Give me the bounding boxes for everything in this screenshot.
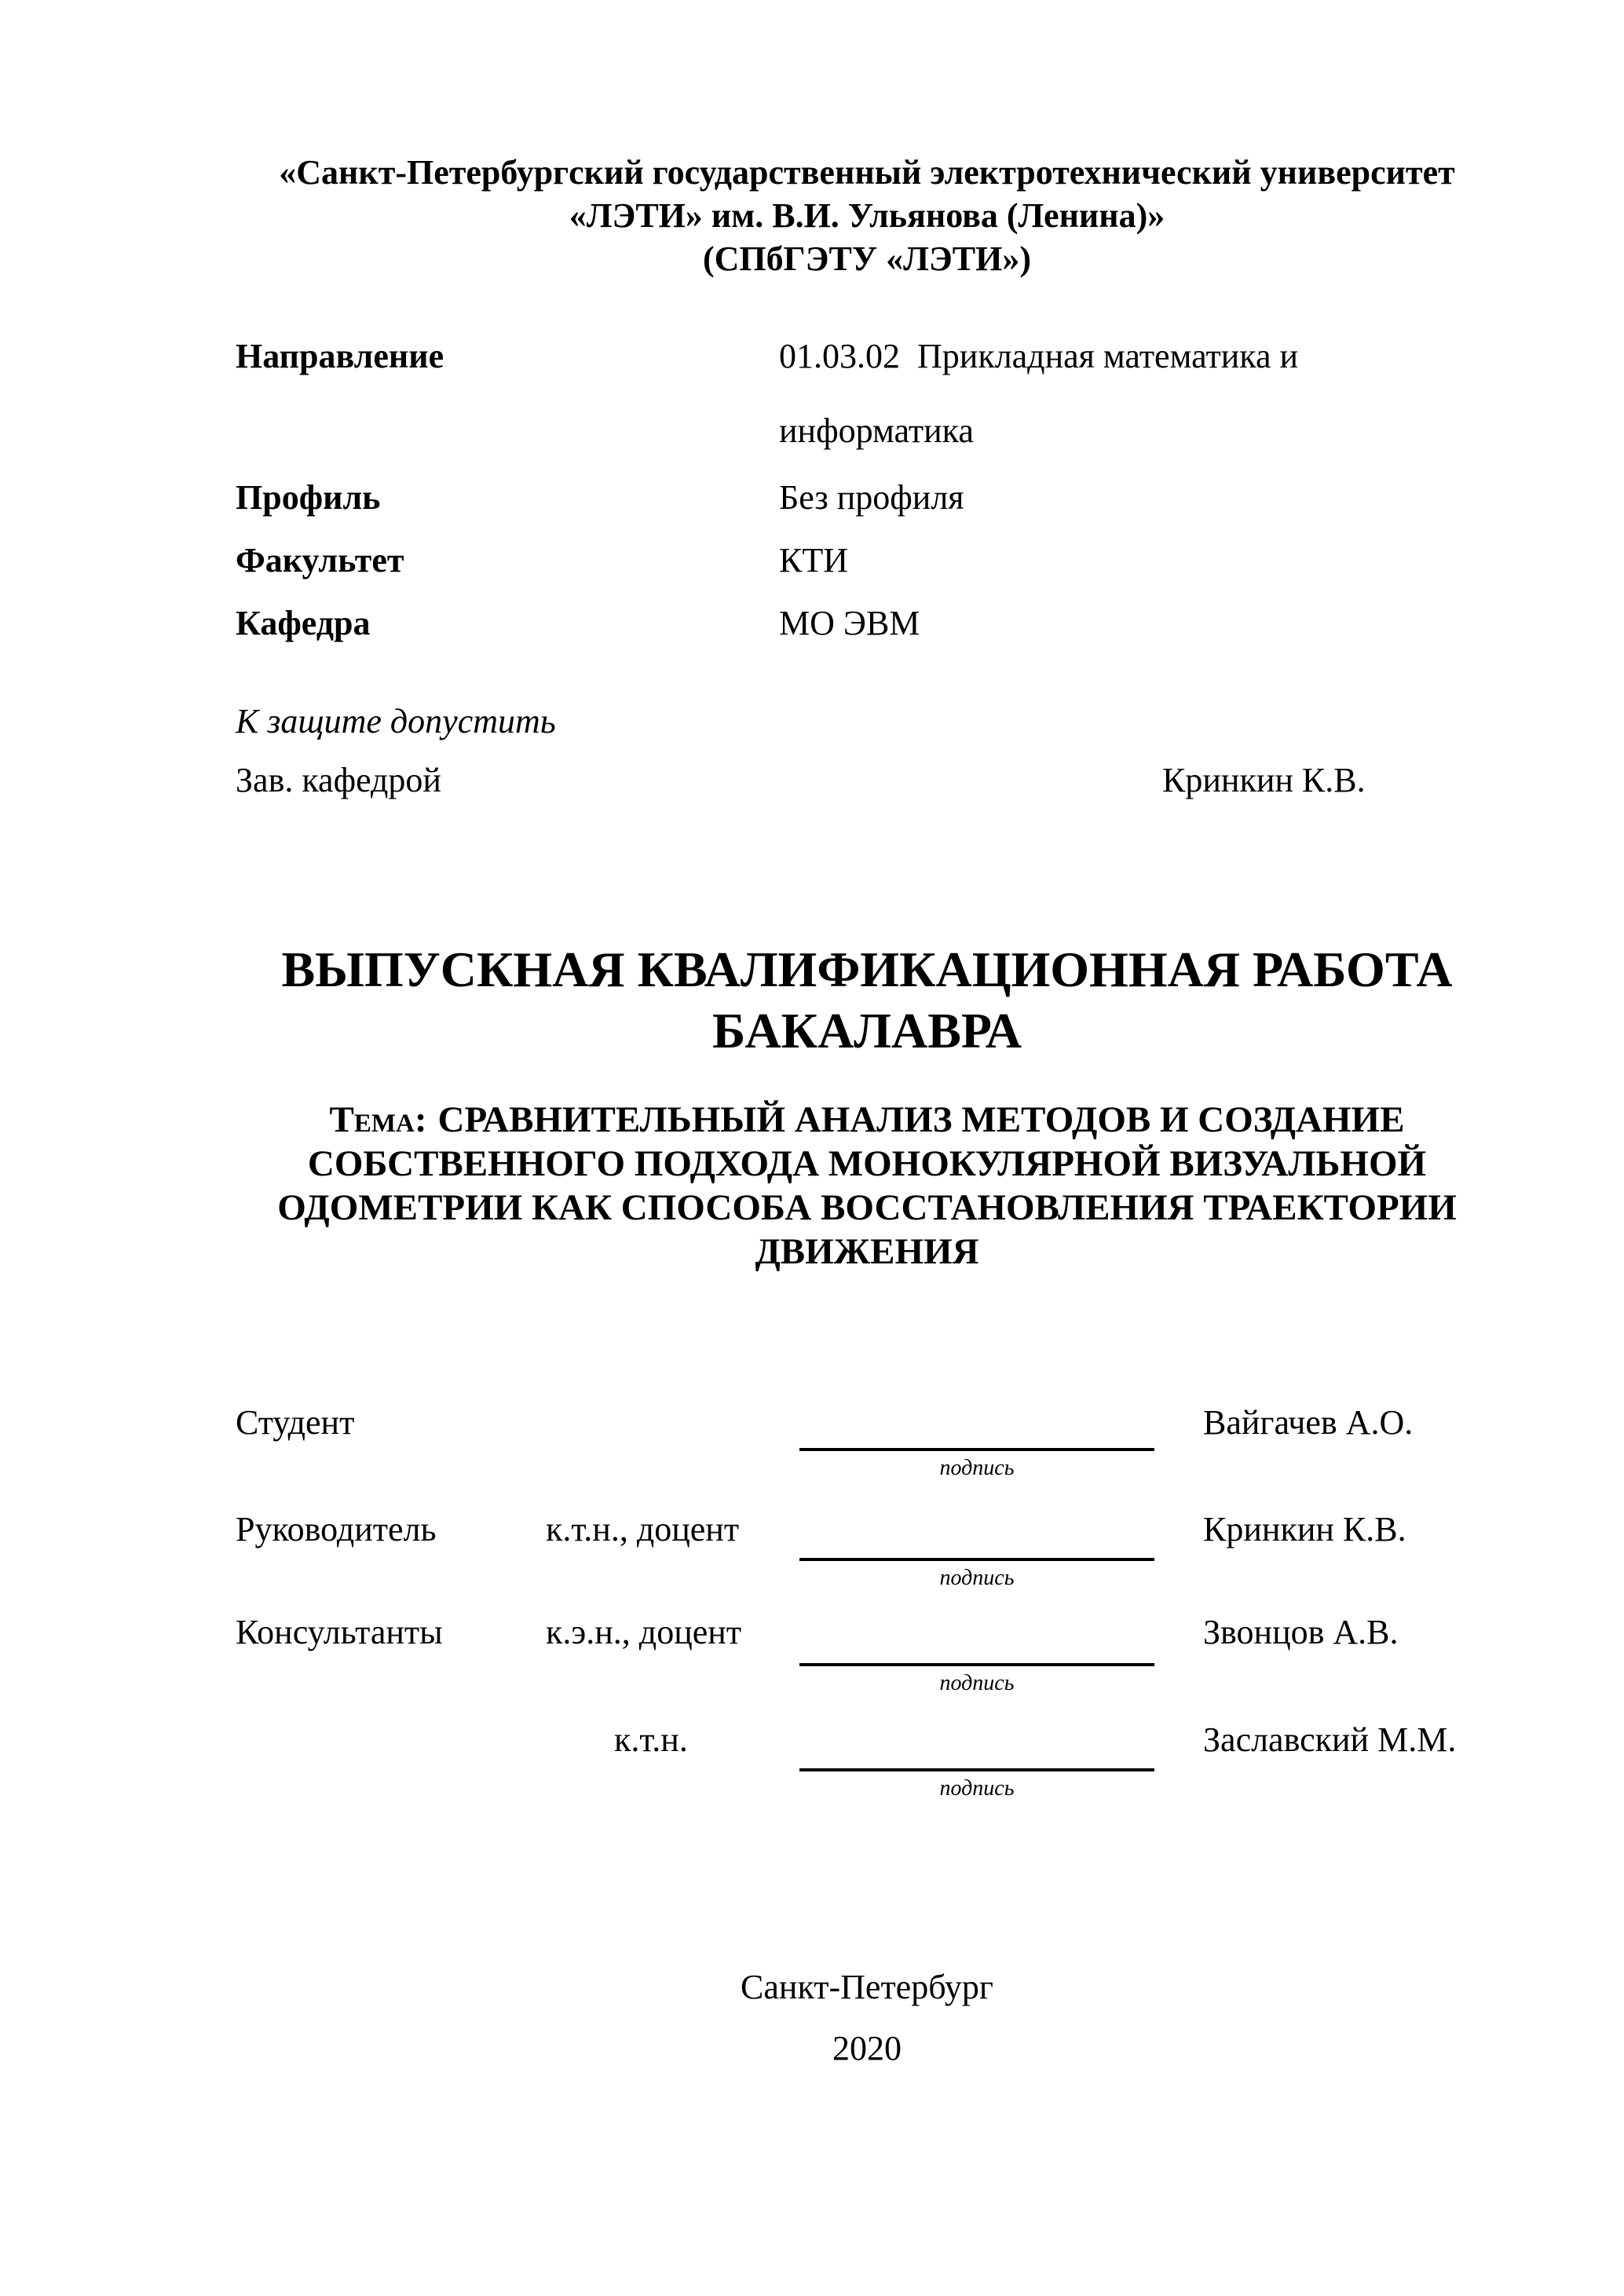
signature-name-consultant2: Заславский М.М. (1203, 1720, 1457, 1759)
signature-line-consultant2 (799, 1768, 1154, 1771)
admission-permit-line: К защите допустить (236, 702, 556, 740)
direction-value-line1: 01.03.02 Прикладная математика и (779, 337, 1299, 375)
theme-line4: ДВИЖЕНИЯ (755, 1231, 979, 1272)
signature-name-supervisor: Кринкин К.В. (1203, 1510, 1406, 1548)
theme-line1 (236, 1098, 1498, 1142)
signature-line-supervisor (799, 1558, 1154, 1561)
signature-caption-student: подпись (939, 1456, 1015, 1480)
university-name-line1: «Санкт-Петербургский государственный электротехнический университет (279, 153, 1455, 192)
signature-line-consultant1 (799, 1663, 1154, 1666)
signature-line-student (799, 1448, 1154, 1451)
signature-degree-supervisor: к.т.н., доцент (546, 1510, 740, 1548)
signature-role-supervisor: Руководитель (236, 1510, 437, 1548)
theme-prefix: Тема: (329, 1099, 427, 1140)
department-value: МО ЭВМ (779, 604, 920, 642)
footer-city: Санкт-Петербург (741, 1968, 993, 2006)
department-head-label: Зав. кафедрой (236, 761, 441, 799)
footer (236, 1957, 1498, 2079)
university-name-line2: «ЛЭТИ» им. В.И. Ульянова (Ленина)» (569, 196, 1165, 235)
work-title-line2: БАКАЛАВРА (711, 1003, 1022, 1058)
signature-degree-consultant1: к.э.н., доцент (546, 1613, 742, 1651)
department-head-name: Кринкин К.В. (1162, 761, 1366, 799)
signature-caption-consultant1: подпись (939, 1671, 1015, 1695)
footer-year: 2020 (832, 2029, 902, 2067)
signature-name-student: Вайгачев А.О. (1203, 1403, 1414, 1442)
theme-line3: ОДОМЕТРИИ КАК СПОСОБА ВОССТАНОВЛЕНИЯ ТРАЕКТОРИИ (277, 1187, 1457, 1228)
signature-caption-consultant2: подпись (939, 1776, 1015, 1801)
department-label: Кафедра (236, 604, 371, 642)
faculty-value: КТИ (779, 541, 848, 579)
work-title (236, 939, 1498, 1062)
theme-line2: СОБСТВЕННОГО ПОДХОДА МОНОКУЛЯРНОЙ ВИЗУАЛЬНОЙ (307, 1143, 1427, 1184)
signature-caption-supervisor: подпись (939, 1566, 1015, 1590)
signature-name-consultant1: Звонцов А.В. (1203, 1613, 1399, 1651)
signature-degree-consultant2: к.т.н. (614, 1720, 688, 1759)
direction-value-line2: информатика (779, 411, 974, 450)
faculty-label: Факультет (236, 541, 404, 579)
signature-role-consultants: Консультанты (236, 1613, 443, 1651)
signature-role-student: Студент (236, 1403, 355, 1442)
university-header (236, 151, 1498, 280)
work-title-line1: ВЫПУСКНАЯ КВАЛИФИКАЦИОННАЯ РАБОТА (281, 941, 1453, 997)
university-abbreviation: (СПбГЭТУ «ЛЭТИ») (703, 239, 1031, 278)
theme-line1-text: СРАВНИТЕЛЬНЫЙ АНАЛИЗ МЕТОДОВ И СОЗДАНИЕ (437, 1099, 1405, 1140)
direction-label: Направление (236, 337, 444, 375)
profile-label: Профиль (236, 478, 381, 517)
profile-value: Без профиля (779, 478, 964, 517)
theme-block (236, 1098, 1498, 1274)
